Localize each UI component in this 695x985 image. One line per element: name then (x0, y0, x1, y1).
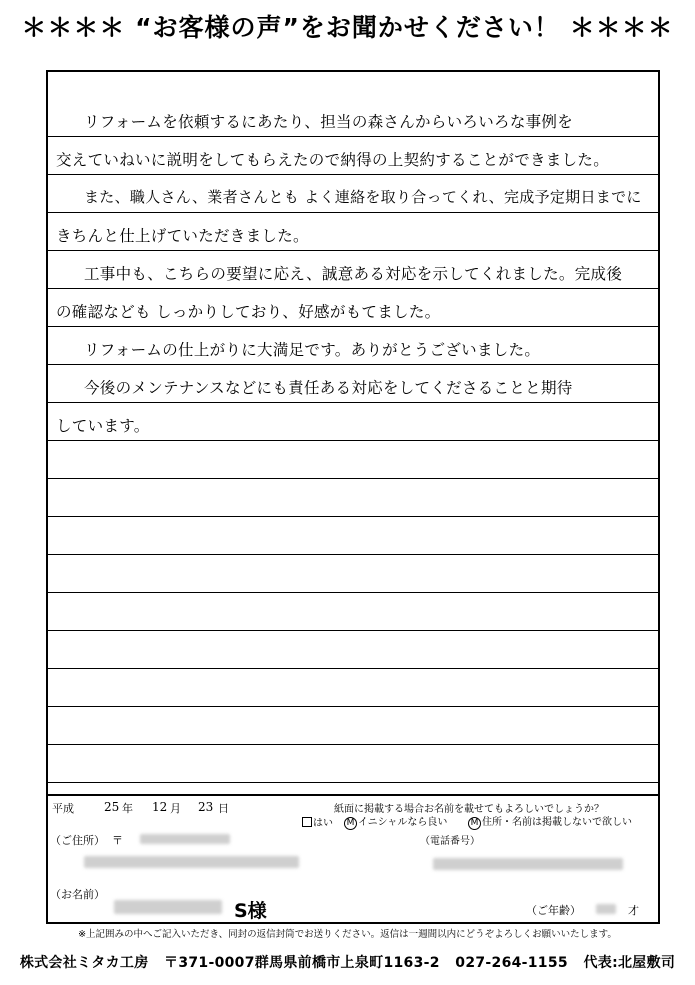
comment-line: 今後のメンテナンスなどにも責任ある対応をしてくださることと期待 (84, 379, 573, 397)
comment-line: リフォームを依頼するにあたり、担当の森さんからいろいろな事例を (84, 113, 574, 131)
phone-label: （電話番号） (420, 836, 480, 847)
ruled-line (48, 174, 658, 175)
year-unit: 年 (122, 802, 133, 815)
ruled-line (48, 478, 658, 479)
ruled-line (48, 250, 658, 251)
company-phone: 027-264-1155 (455, 955, 568, 971)
redacted-age (596, 904, 616, 914)
instruction-note: ※上記囲みの中へご記入いただき、同封の返信封筒でお送りください。返信は一週間以内にどうぞよろしくお願いいたします。 (78, 929, 617, 940)
survey-title: ＊＊＊＊ “お客様の声”をお聞かせください！ ＊＊＊＊ (21, 13, 674, 42)
option-yes: はい (302, 814, 333, 829)
ruled-line (48, 136, 658, 137)
ruled-line (48, 402, 658, 403)
address-label: （ご住所） (50, 834, 105, 847)
ruled-line (48, 326, 658, 327)
comment-line: きちんと仕上げていただきました。 (56, 227, 309, 245)
company-address: 〒371-0007群馬県前橋市上泉町1163-2 (164, 955, 440, 971)
ruled-line (48, 288, 658, 289)
ruled-line (48, 554, 658, 555)
ruled-line (48, 516, 658, 517)
comment-line: 工事中も、こちらの要望に応え、誠意ある対応を示してくれました。完成後 (84, 265, 623, 283)
ruled-line (48, 706, 658, 707)
year-value: 25 (104, 800, 120, 814)
era-label: 平成 (52, 802, 74, 815)
checked-box-icon: M (344, 817, 357, 830)
ruled-line (48, 440, 658, 441)
comment-line: リフォームの仕上がりに大満足です。ありがとうございました。 (84, 341, 541, 359)
company-name: 株式会社ミタカ工房 (19, 955, 149, 971)
company-footer (0, 952, 695, 972)
redacted-name (114, 900, 222, 914)
ruled-lines (48, 72, 658, 792)
checked-box-icon: M (468, 817, 481, 830)
checkbox-icon (302, 817, 312, 827)
customer-info-section (48, 794, 658, 926)
option-no-publish: M 住所・名前は掲載しないで欲しい (468, 813, 632, 830)
redacted-address (84, 856, 299, 868)
age-unit: 才 (628, 904, 639, 917)
ruled-line (48, 212, 658, 213)
comment-line: 交えていねいに説明をしてもらえたので納得の上契約することができました。 (56, 151, 610, 169)
day-value: 23 (198, 800, 214, 814)
age-label: （ご年齢） (526, 904, 581, 917)
name-label: （お名前） (50, 888, 105, 901)
company-representative: 代表:北屋敷司 (583, 955, 676, 971)
ruled-line (48, 782, 658, 783)
ruled-line (48, 630, 658, 631)
ruled-line (48, 364, 658, 365)
option-initial: M イニシャルなら良い (344, 813, 447, 830)
comment-line: また、職人さん、業者さんとも よく連絡を取り合ってくれ、完成予定期日までに (84, 188, 642, 206)
ruled-line (48, 668, 658, 669)
postal-icon: 〒 (112, 834, 123, 847)
comment-box (46, 70, 660, 924)
month-unit: 月 (170, 802, 181, 815)
comment-line: しています。 (56, 417, 150, 435)
day-unit: 日 (218, 802, 229, 815)
customer-name-suffix: S様 (234, 900, 267, 922)
redacted-phone (433, 858, 623, 870)
ruled-line (48, 592, 658, 593)
comment-line: の確認なども しっかりしており、好感がもてました。 (56, 303, 441, 321)
month-value: 12 (152, 800, 168, 814)
ruled-line (48, 744, 658, 745)
redacted-postal-code (140, 834, 230, 844)
publish-question: 紙面に掲載する場合お名前を載せてもよろしいでしょうか？ (334, 804, 604, 815)
